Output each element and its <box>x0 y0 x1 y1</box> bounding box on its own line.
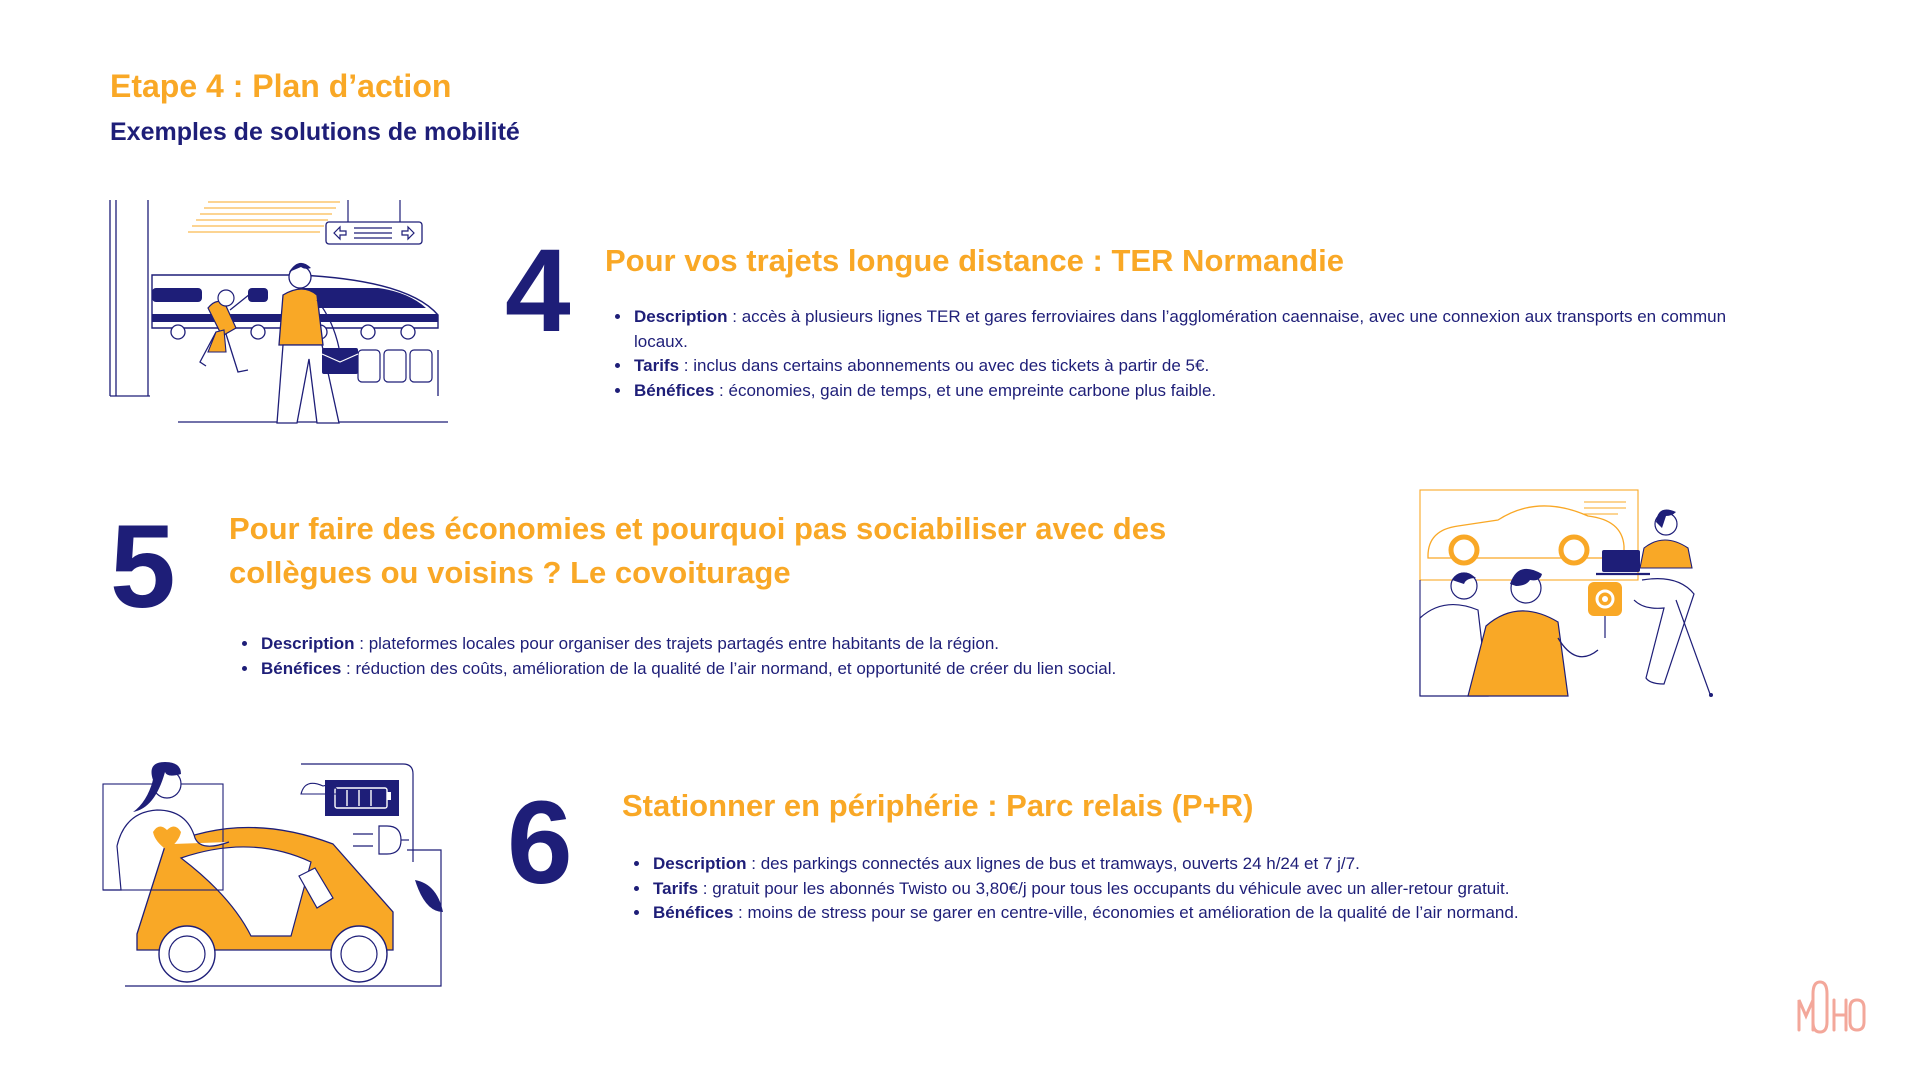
list-item <box>259 632 1339 657</box>
section-title: Pour vos trajets longue distance : TER Normandie <box>605 243 1344 278</box>
item-label: Bénéfices <box>653 903 734 922</box>
item-text: : plateformes locales pour organiser des trajets partagés entre habitants de la région. <box>354 634 1000 653</box>
list-item <box>651 877 1751 902</box>
list-item <box>632 379 1762 404</box>
section-number: 5 <box>110 501 172 633</box>
item-text: : moins de stress pour se garer en centre-ville, économies et amélioration de la qualité de l’air normand. <box>733 903 1519 922</box>
item-text: : des parkings connectés aux lignes de bus et tramways, ouverts 24 h/24 et 7 j/7. <box>746 854 1360 873</box>
section-number: 4 <box>505 225 567 357</box>
list-item <box>632 305 1762 354</box>
item-label: Bénéfices <box>634 380 715 400</box>
item-text: : inclus dans certains abonnements ou avec des tickets à partir de 5€. <box>679 356 1210 375</box>
moho-logo <box>1796 978 1866 1034</box>
item-label: Description <box>634 307 728 326</box>
list-item <box>651 901 1751 926</box>
bullet-list <box>608 305 1762 403</box>
bullet-list <box>627 852 1751 926</box>
list-item <box>632 354 1762 379</box>
train-station-illustration <box>108 200 448 430</box>
item-label: Description <box>653 854 747 873</box>
item-text: : gratuit pour les abonnés Twisto ou 3,80€/j pour tous les occupants du véhicule avec un aller-retour gratuit. <box>698 878 1510 898</box>
item-text: : réduction des coûts, amélioration de la qualité de l’air normand, et opportunité de créer du lien social. <box>341 658 1117 678</box>
section-ter <box>0 0 1920 440</box>
electric-car-illustration <box>103 762 445 988</box>
section-title <box>229 507 1289 595</box>
section-title-line1: Pour faire des économies et pourquoi pas sociabiliser avec des <box>229 511 1167 546</box>
section-title: Stationner en périphérie : Parc relais (P+R) <box>622 788 1254 823</box>
list-item <box>259 657 1339 682</box>
page-subtitle: Exemples de solutions de mobilité <box>110 118 520 146</box>
item-text: : accès à plusieurs lignes TER et gares ferroviaires dans l’agglomération caennaise, avec une connexion aux transports en commun locaux. <box>634 307 1727 351</box>
page-title: Etape 4 : Plan d’action <box>110 68 452 104</box>
section-title-line2: collègues ou voisins ? Le covoiturage <box>229 555 791 590</box>
item-label: Tarifs <box>653 878 699 898</box>
section-number: 6 <box>507 777 569 909</box>
bullet-list <box>235 632 1339 681</box>
item-label: Description <box>261 634 355 653</box>
carpool-meeting-illustration <box>1418 488 1738 698</box>
item-label: Bénéfices <box>261 658 342 678</box>
item-text: : économies, gain de temps, et une empreinte carbone plus faible. <box>714 380 1217 400</box>
item-label: Tarifs <box>634 356 680 375</box>
list-item <box>651 852 1751 877</box>
